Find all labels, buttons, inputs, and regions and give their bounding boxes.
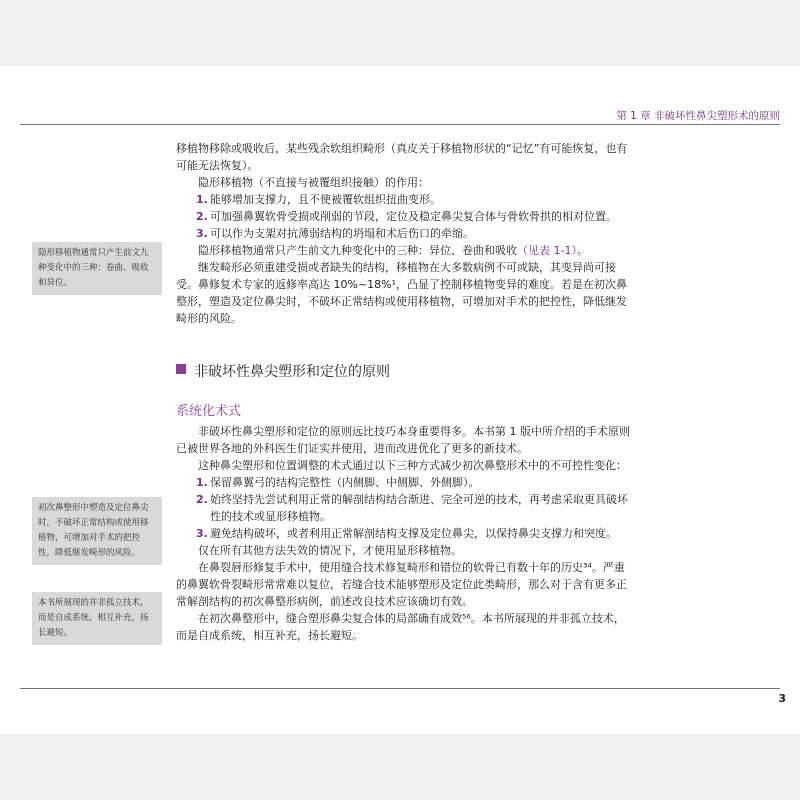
margin-note-2: 初次鼻整形中塑造及定位鼻尖时，不破坏正常结构或使用移植物，可增加对手术的把控性，降低继发畸形的风险。 <box>32 497 162 565</box>
chapter-header: 第 1 章 非破坏性鼻尖塑形术的原则 <box>616 110 780 122</box>
margin-note-3: 本书所展现的并非孤立技术，而是自成系统，相互补充，扬长避短。 <box>32 592 162 645</box>
list-item: 2. 可加强鼻翼软骨受损或削弱的节段，定位及稳定鼻尖复合体与骨软骨拱的相对位置。 <box>196 210 617 223</box>
body-block-1 <box>176 140 634 327</box>
list-item: 1. 能够增加支撑力，且不使被覆软组织扭曲变形。 <box>196 193 441 206</box>
paragraph: 继发畸形必须重建受损或者缺失的结构，移植物在大多数病例不可或缺，其变异尚可接受。鼻修复术专家的返修率高达 10%~18%¹，凸显了控制移植物变异的难度。若是在初次鼻整形，塑造及定位鼻尖时，不破坏正常结构或使用移植物，可增加对手术的把控性，降低继发畸形的风险。 <box>176 261 628 325</box>
paragraph: 仅在所有其他方法失效的情况下，才使用显形移植物。 <box>198 544 462 557</box>
section-marker <box>176 364 186 374</box>
paragraph: 非破坏性鼻尖塑形和定位的原则远比技巧本身重要得多。本书第 1 版中所介绍的手术原则已被世界各地的外科医生们证实并使用，进而改进优化了更多的新技术。 <box>176 425 630 455</box>
list-item: 2. 始终坚持先尝试利用正常的解剖结构结合渐进、完全可逆的技术，再考虑采取更具破坏性的技术或显形移植物。 <box>196 493 628 523</box>
list-item: 3. 可以作为支架对抗薄弱结构的坍塌和术后伤口的牵缩。 <box>196 227 474 240</box>
footer-rule <box>20 688 780 689</box>
section-title: 非破坏性鼻尖塑形和定位的原则 <box>194 364 390 380</box>
table-reference-link[interactable]: （见表 1-1） <box>517 244 577 257</box>
header-rule <box>20 124 780 125</box>
paragraph: 在初次鼻整形中，缝合塑形鼻尖复合体的局部确有成效⁵⁶。本书所展现的并非孤立技术，而是自成系统，相互补充，扬长避短。 <box>176 612 625 642</box>
body-block-2 <box>176 423 634 644</box>
paragraph: 移植物移除或吸收后，某些残余软组织畸形（真皮关于移植物形状的“记忆”有可能恢复，也有可能无法恢复）。 <box>176 142 628 172</box>
paragraph: 这种鼻尖塑形和位置调整的术式通过以下三种方式减少初次鼻整形术中的不可控性变化： <box>198 459 627 472</box>
subsection-title: 系统化术式 <box>176 404 242 419</box>
paragraph: 在鼻裂唇形修复手术中，使用缝合技术修复畸形和错位的软骨已有数十年的历史³⁴。严重的鼻翼软骨裂畸形常常难以复位，若缝合技术能够塑形及定位此类畸形，那么对于含有更多正常解剖结构的初次鼻整形病例，前述改良技术应该确切有效。 <box>176 561 627 608</box>
page-number: 3 <box>778 692 786 705</box>
paragraph: 隐形移植物（不直接与被覆组织接触）的作用： <box>198 176 429 189</box>
margin-note-1: 隐形移植物通常只产生前文九种变化中的三种：卷曲、吸收和异位。 <box>32 242 162 295</box>
paragraph: 隐形移植物通常只产生前文九种变化中的三种：异位、卷曲和吸收（见表 1-1）。 <box>198 244 588 257</box>
list-item: 3. 避免结构破坏，或者利用正常解剖结构支撑及定位鼻尖，以保持鼻尖支撑力和突度。 <box>196 527 617 540</box>
list-item: 1. 保留鼻翼弓的结构完整性（内侧脚、中侧脚、外侧脚）。 <box>196 476 480 489</box>
